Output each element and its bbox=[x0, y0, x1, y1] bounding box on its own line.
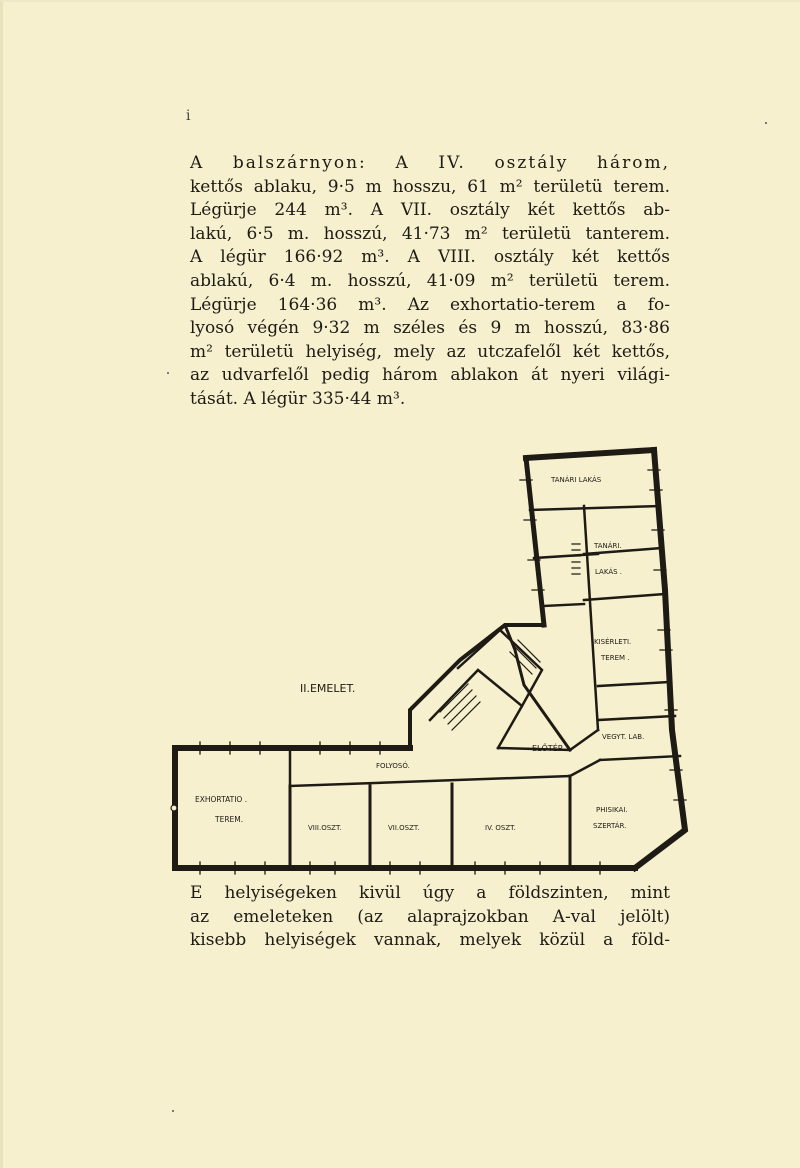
wall bbox=[584, 594, 665, 600]
paragraph-additional-rooms bbox=[190, 882, 670, 953]
wall bbox=[290, 776, 570, 786]
wall bbox=[570, 760, 600, 776]
room-label-lakas: LAKÁS . bbox=[595, 568, 622, 576]
wall bbox=[635, 450, 685, 868]
text-line: kisebb helyiségek vannak, melyek közül a föld- bbox=[190, 930, 670, 951]
room-label-physikai: PHISIKAI. bbox=[596, 806, 628, 814]
floor-plan bbox=[160, 430, 700, 880]
room-label-tanari-lakas: TANÁRI LAKÁS bbox=[551, 476, 602, 484]
text-line: lakú, 6·5 m. hosszú, 41·73 m² területü tanterem. bbox=[190, 223, 670, 244]
wall bbox=[570, 730, 598, 750]
room-label-exhortatio: EXHORTATIO . bbox=[195, 795, 248, 804]
room-label-folyoso: FOLYOSÓ. bbox=[376, 762, 410, 770]
wall bbox=[526, 458, 544, 625]
text-line: A légür 166·92 m³. A VIII. osztály két kettős bbox=[190, 247, 670, 268]
room-label-kiserleti: KISÉRLETI. bbox=[594, 638, 632, 646]
wall bbox=[584, 506, 598, 730]
room-label-exhortatio-terem: TEREM. bbox=[215, 815, 244, 824]
wall bbox=[458, 630, 542, 706]
wall bbox=[526, 450, 654, 458]
text-line: A balszárnyon: A IV. osztály három, bbox=[190, 153, 670, 173]
room-label-iv-oszt: IV. OSZT. bbox=[485, 824, 516, 832]
wall bbox=[598, 716, 675, 720]
wall bbox=[530, 506, 660, 510]
paragraph-room-description bbox=[190, 152, 670, 412]
room-label-terem: TEREM . bbox=[601, 654, 630, 662]
text-line: lyosó végén 9·32 m széles és 9 m hosszú, 83·86 bbox=[190, 318, 670, 339]
paper-speck bbox=[167, 372, 169, 374]
text-line: E helyiségeken kivül úgy a földszinten, mint bbox=[190, 883, 670, 903]
text-line: m² területü helyiség, mely az utczafelől két kettős, bbox=[190, 341, 670, 362]
text-line: tását. A légür 335·44 m³. bbox=[190, 388, 406, 409]
room-label-viii-oszt: VIII.OSZT. bbox=[308, 824, 342, 832]
text-line: kettős ablaku, 9·5 m hosszu, 61 m² területü terem. bbox=[190, 176, 670, 197]
text-line: az emeleteken (az alaprajzokban A-val jelölt) bbox=[190, 906, 670, 927]
room-label-szertar: SZERTÁR. bbox=[593, 822, 627, 830]
page-mark: i bbox=[186, 108, 191, 124]
door-marker bbox=[171, 805, 177, 811]
wall bbox=[598, 682, 670, 686]
room-label-vegyt-lab: VEGYT. LAB. bbox=[602, 733, 645, 741]
stair bbox=[572, 544, 580, 574]
text-line: Légürje 164·36 m³. Az exhortatio-terem a fo- bbox=[190, 294, 670, 315]
room-label-vii-oszt: VII.OSZT. bbox=[388, 824, 420, 832]
paper-speck bbox=[765, 122, 767, 124]
room-label-tanari: TANÁRI. bbox=[594, 542, 622, 550]
text-line: az udvarfelől pedig három ablakon át nyeri világi- bbox=[190, 365, 670, 386]
floor-title: II.EMELET. bbox=[300, 682, 356, 695]
wall bbox=[544, 604, 584, 606]
text-line: ablakú, 6·4 m. hosszú, 41·09 m² területü terem. bbox=[190, 270, 670, 291]
stair bbox=[440, 684, 480, 730]
wall bbox=[600, 756, 680, 760]
paper-speck bbox=[172, 1110, 174, 1112]
room-label-eloter: ELŐTÉR. bbox=[532, 744, 566, 753]
text-line: Légürje 244 m³. A VII. osztály két kettős ab- bbox=[190, 200, 670, 221]
